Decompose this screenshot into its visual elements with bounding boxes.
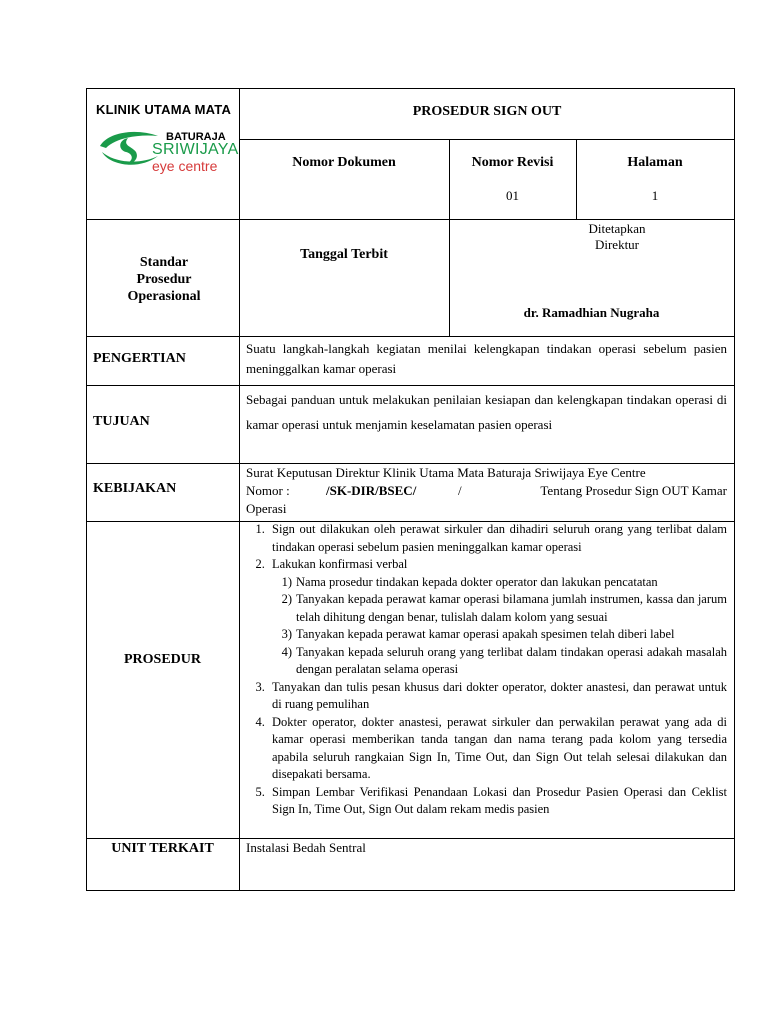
- kebijakan-code: /SK-DIR/BSEC/: [326, 483, 417, 498]
- row-divider: [86, 385, 735, 386]
- pengertian-text: Suatu langkah-langkah kegiatan menilai kelengkapan tindakan operasi sebelum pasien meninggalkan kamar operasi: [246, 341, 727, 376]
- procedure-list: [246, 521, 727, 819]
- approved-by: Ditetapkan: [588, 221, 646, 236]
- pengertian-label: PENGERTIAN: [93, 351, 186, 366]
- kebijakan-text: [246, 464, 727, 518]
- clinic-name: KLINIK UTAMA MATA: [96, 102, 232, 117]
- approval-block: [542, 221, 692, 253]
- tujuan-text: Sebagai panduan untuk melakukan penilaian kesiapan dan kelengkapan tindakan operasi di kamar operasi untuk menjamin keselamatan pasien operasi: [246, 392, 727, 432]
- kebijakan-nomor: Nomor :: [246, 483, 290, 498]
- row-divider: [86, 336, 735, 337]
- row-divider: [239, 139, 735, 140]
- sop-label: Standar Prosedur Operasional: [127, 255, 201, 304]
- logo-sriwijaya: SRIWIJAYA: [152, 141, 239, 158]
- procedure-step: 4. Dokter operator, dokter anastesi, perawat sirkuler dan perwakilan perawat yang ada di kamar operasi memberikan tanda tangan dan nama terang pada kolom yang tersedia apabila seluruh rangkaian Sign In, Time Out, dan Sign Out telah selesai dilakukan dan disepakati bersama.: [268, 714, 727, 784]
- clinic-logo: [86, 88, 239, 219]
- procedure-step: 3. Tanyakan dan tulis pesan khusus dari dokter operator, dokter anastesi, dan perawat untuk di ruang pemulihan: [268, 679, 727, 714]
- page-value: 1: [651, 188, 659, 203]
- issue-date-label: Tanggal Terbit: [300, 247, 388, 262]
- kebijakan-slash: /: [458, 483, 462, 498]
- column-divider: [576, 139, 577, 219]
- revision-label: Nomor Revisi: [471, 155, 554, 170]
- column-divider: [239, 88, 240, 891]
- tujuan-label: TUJUAN: [93, 414, 150, 429]
- procedure-substep: 2) Tanyakan kepada perawat kamar operasi bilamana jumlah instrumen, kassa dan jarum telah dihitung dengan benar, tulislah dalam kolom yang sesuai: [281, 592, 727, 624]
- logo-baturaja: BATURAJA: [166, 131, 226, 143]
- procedure-step: 1. Sign out dilakukan oleh perawat sirkuler dan dihadiri seluruh orang yang terlibat dalam tindakan operasi sebelum pasien meninggalkan kamar operasi: [268, 521, 727, 556]
- procedure-substep: 1) Nama prosedur tindakan kepada dokter operator dan lakukan pencatatan: [281, 574, 658, 589]
- director-name: dr. Ramadhian Nugraha: [523, 305, 660, 320]
- table-border-right: [734, 88, 735, 891]
- procedure-step: 5. Simpan Lembar Verifikasi Penandaan Lokasi dan Prosedur Pasien Operasi dan Ceklist Sign In, Time Out, Sign Out dalam rekam medis pasien: [268, 784, 727, 819]
- procedure-substep: 4) Tanyakan kepada seluruh orang yang terlibat dalam tindakan operasi adakah masalah dengan peralatan selama operasi: [281, 644, 727, 676]
- page-label: Halaman: [627, 155, 683, 170]
- kebijakan-label: KEBIJAKAN: [93, 481, 177, 496]
- kebijakan-line-1: Surat Keputusan Direktur Klinik Utama Mata Baturaja Sriwijaya Eye Centre: [246, 465, 646, 480]
- unit-label: UNIT TERKAIT: [111, 841, 214, 856]
- kebijakan-tentang: Tentang Prosedur Sign OUT Kamar: [540, 483, 727, 498]
- unit-text: Instalasi Bedah Sentral: [246, 840, 366, 855]
- procedure-substep: 3) Tanyakan kepada perawat kamar operasi apakah spesimen telah diberi label: [281, 627, 675, 641]
- sop-document: [86, 88, 735, 891]
- kebijakan-line-2: [246, 482, 727, 500]
- row-divider: [86, 219, 735, 220]
- doc-number-label: Nomor Dokumen: [292, 155, 396, 170]
- row-divider: [86, 838, 735, 839]
- document-title: PROSEDUR SIGN OUT: [412, 104, 562, 119]
- procedure-step: 2. Lakukan konfirmasi verbal 1) Nama prosedur tindakan kepada dokter operator dan lakukan pencatatan 2) Tanyakan kepada perawat kamar operasi bilamana jumlah instrumen, kassa dan jarum telah dihitung dengan benar, tulislah dalam kolom yang sesuai 3) Tanyakan kepada perawat kamar operasi apakah spesimen telah diberi label 4) Tanyakan kepada seluruh orang yang terlibat dalam tindakan operasi adakah masalah dengan peralatan selama operasi: [268, 556, 727, 679]
- revision-value: 01: [506, 188, 519, 203]
- logo-eye-centre: eye centre: [152, 158, 218, 174]
- kebijakan-line-3: Operasi: [246, 501, 287, 516]
- approver-title: Direktur: [594, 237, 640, 252]
- table-border-bottom: [86, 890, 735, 891]
- prosedur-label: PROSEDUR: [123, 652, 201, 667]
